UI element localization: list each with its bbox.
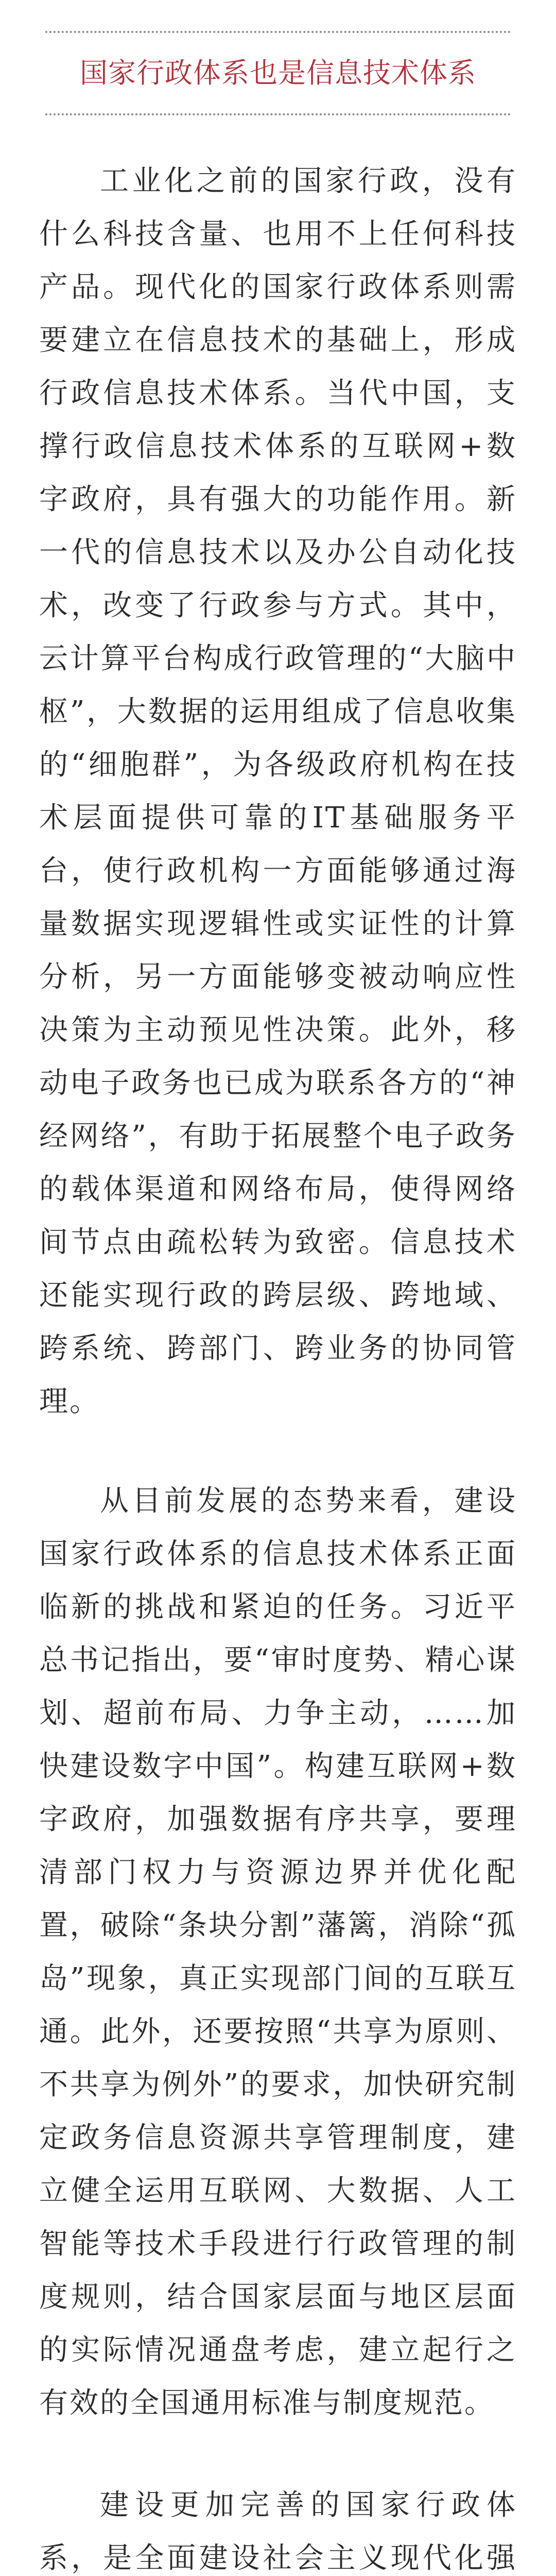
article-header <box>45 31 511 118</box>
paragraph-3: 建设更加完善的国家行政体系，是全面建设社会主义现代化强 <box>39 2488 517 2575</box>
header-top-divider <box>45 31 511 33</box>
paragraph-1: 工业化之前的国家行政，没有什么科技含量、也用不上任何科技产品。现代化的国家行政体系则需要建立在信息技术的基础上，形成行政信息技术体系。当代中国，支撑行政信息技术体系的互联网+数字政府，具有强大的功能作用。新一代的信息技术以及办公自动化技术，改变了行政参与方式。其中，云计算平台构成行政管理的“大脑中枢”，大数据的运用组成了信息收集的“细胞群”，为各级政府机构在技术层面提供可靠的IT基础服务平台，使行政机构一方面能够通过海量数据实现逻辑性或实证性的计算分析，另一方面能够变被动响应性决策为主动预见性决策。此外，移动电子政务也已成为联系各方的“神经网络”，有助于拓展整个电子政务的载体渠道和网络布局，使得网络间节点由疏松转为致密。信息技术还能实现行政的跨层级、跨地域、跨系统、跨部门、跨业务的协同管理。 <box>39 164 517 1418</box>
header-bottom-divider <box>45 113 511 115</box>
article-body <box>39 155 517 2576</box>
article-title: 国家行政体系也是信息技术体系 <box>80 57 476 89</box>
paragraph-2: 从目前发展的态势来看，建设国家行政体系的信息技术体系正面临新的挑战和紧迫的任务。习近平总书记指出，要“审时度势、精心谋划、超前布局、力争主动，……加快建设数字中国”。构建互联网+数字政府，加强数据有序共享，要理清部门权力与资源边界并优化配置，破除“条块分割”藩篱，消除“孤岛”现象，真正实现部门间的互联互通。此外，还要按照“共享为原则、不共享为例外”的要求，加快研究制定政务信息资源共享管理制度，建立健全运用互联网、大数据、人工智能等技术手段进行行政管理的制度规则，结合国家层面与地区层面的实际情况通盘考虑，建立起行之有效的全国通用标准与制度规范。 <box>39 1484 517 2420</box>
